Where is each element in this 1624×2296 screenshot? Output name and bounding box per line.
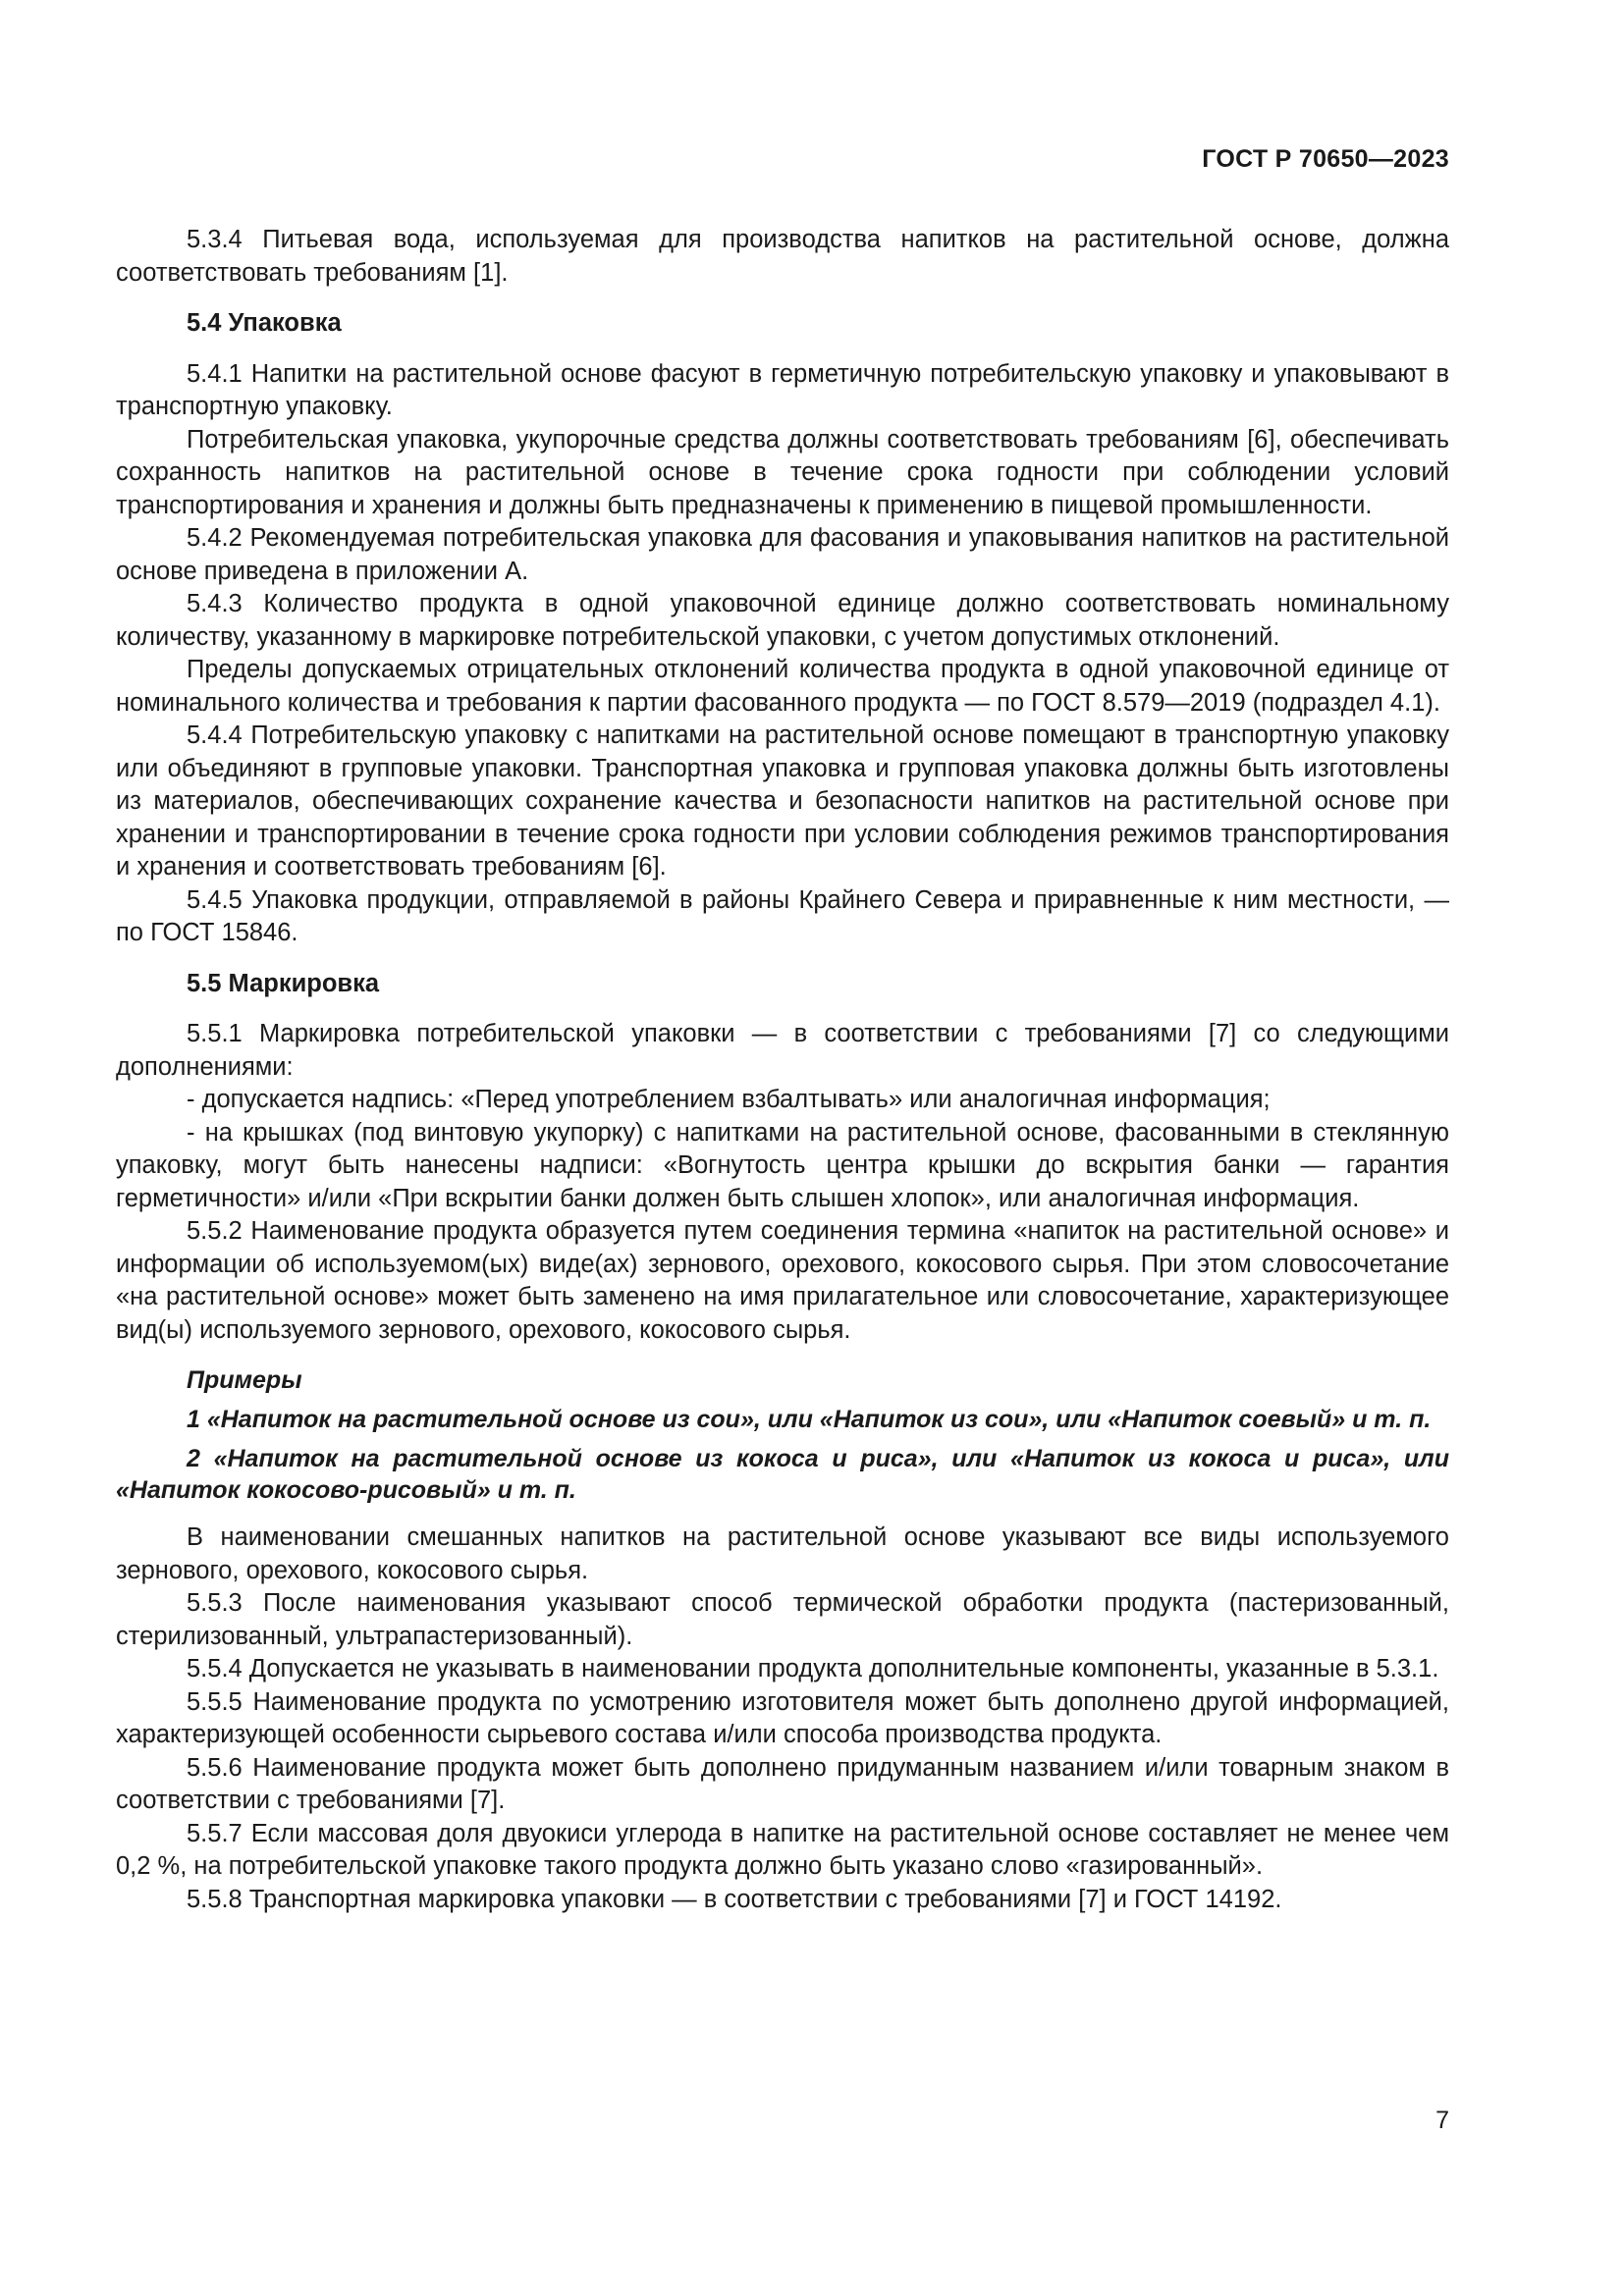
examples-block [116,1364,1449,1506]
examples-title: Примеры [187,1366,302,1394]
paragraph-5-4-2: 5.4.2 Рекомендуемая потребительская упаковка для фасования и упаковывания напитков на растительной основе приведена в приложении А. [116,524,1449,585]
paragraph-5-4-3-limits: Пределы допускаемых отрицательных отклонений количества продукта в одной упаковочной единице от номинального количества и требования к партии фасованного продукта — по ГОСТ 8.579—2019 (подраздел 4.1). [116,656,1449,717]
paragraph-5-5-6: 5.5.6 Наименование продукта может быть дополнено придуманным названием и/или товарным знаком в соответствии с требованиями [7]. [116,1753,1449,1814]
body-text [116,224,1449,1916]
paragraph-5-4-1-consumer-packaging: Потребительская упаковка, укупорочные средства должны соответствовать требованиям [6], обеспечивать сохранность напитков на растительной основе в течение срока годности при соблюдении условий транспортирования и хранения и должны быть предназначены к применению в пищевой промышленности. [116,425,1449,519]
paragraph-5-5-4: 5.5.4 Допускается не указывать в наименовании продукта дополнительные компоненты, указанные в 5.3.1. [187,1655,1439,1682]
section-heading-5-4: 5.4 Упаковка [187,309,342,337]
paragraph-5-4-5: 5.4.5 Упаковка продукции, отправляемой в районы Крайнего Севера и приравненные к ним местности, — по ГОСТ 15846. [116,885,1449,946]
list-item-dash-2: - на крышках (под винтовую укупорку) с напитками на растительной основе, фасованными в стеклянную упаковку, могут быть нанесены надписи: «Вогнутость центра крышки до вскрытия банки — гарантия герметичности» и/или «При вскрытии банки должен быть слышен хлопок», или аналогичная информация. [116,1118,1449,1212]
document-code: ГОСТ Р 70650—2023 [1202,145,1449,173]
section-heading-5-5: 5.5 Маркировка [187,969,380,997]
paragraph-mixed-drinks: В наименовании смешанных напитков на растительной основе указывают все виды используемого зернового, орехового, кокосового сырья. [116,1523,1449,1584]
paragraph-5-5-8: 5.5.8 Транспортная маркировка упаковки — в соответствии с требованиями [7] и ГОСТ 14192. [187,1885,1282,1913]
paragraph-5-5-3: 5.5.3 После наименования указывают способ термической обработки продукта (пастеризованный, стерилизованный, ультрапастеризованный). [116,1589,1449,1650]
page-number: 7 [1435,2107,1449,2134]
paragraph-5-5-7: 5.5.7 Если массовая доля двуокиси углерода в напитке на растительной основе составляет не менее чем 0,2 %, на потребительской упаковке такого продукта должно быть указано слово «газированный». [116,1819,1449,1880]
paragraph-5-5-1: 5.5.1 Маркировка потребительской упаковки — в соответствии с требованиями [7] со следующими дополнениями: [116,1020,1449,1081]
list-item-dash-1: - допускается надпись: «Перед употреблением взбалтывать» или аналогичная информация; [187,1086,1271,1113]
paragraph-5-4-4: 5.4.4 Потребительскую упаковку с напитками на растительной основе помещают в транспортную упаковку или объединяют в групповые упаковки. Транспортная упаковка и групповая упаковка должны быть изготовлены из материалов, обеспечивающих сохранение качества и безопасности напитков на растительной основе при хранении и транспортировании в течение срока годности при условии соблюдения режимов транспортирования и хранения и соответствовать требованиям [6]. [116,721,1449,881]
example-1: 1 «Напиток на растительной основе из сои», или «Напиток из сои», или «Напиток соевый» и т. п. [187,1406,1432,1433]
paragraph-5-5-5: 5.5.5 Наименование продукта по усмотрению изготовителя может быть дополнено другой информацией, характеризующей особенности сырьевого состава и/или способа производства продукта. [116,1687,1449,1748]
paragraph-5-4-3: 5.4.3 Количество продукта в одной упаковочной единице должно соответствовать номинальному количеству, указанному в маркировке потребительской упаковки, с учетом допустимых отклонений. [116,590,1449,651]
example-2: 2 «Напиток на растительной основе из кокоса и риса», или «Напиток из кокоса и риса», или «Напиток кокосово-рисовый» и т. п. [116,1445,1449,1504]
paragraph-5-5-2: 5.5.2 Наименование продукта образуется путем соединения термина «напиток на растительной основе» и информации об используемом(ых) виде(ах) зернового, орехового, кокосового сырья. При этом словосочетание «на растительной основе» может быть заменено на имя прилагательное или словосочетание, характеризующее вид(ы) используемого зернового, орехового, кокосового сырья. [116,1217,1449,1344]
paragraph-5-4-1: 5.4.1 Напитки на растительной основе фасуют в герметичную потребительскую упаковку и упаковывают в транспортную упаковку. [116,359,1449,420]
paragraph-5-3-4: 5.3.4 Питьевая вода, используемая для производства напитков на растительной основе, должна соответствовать требованиям [1]. [116,226,1449,287]
